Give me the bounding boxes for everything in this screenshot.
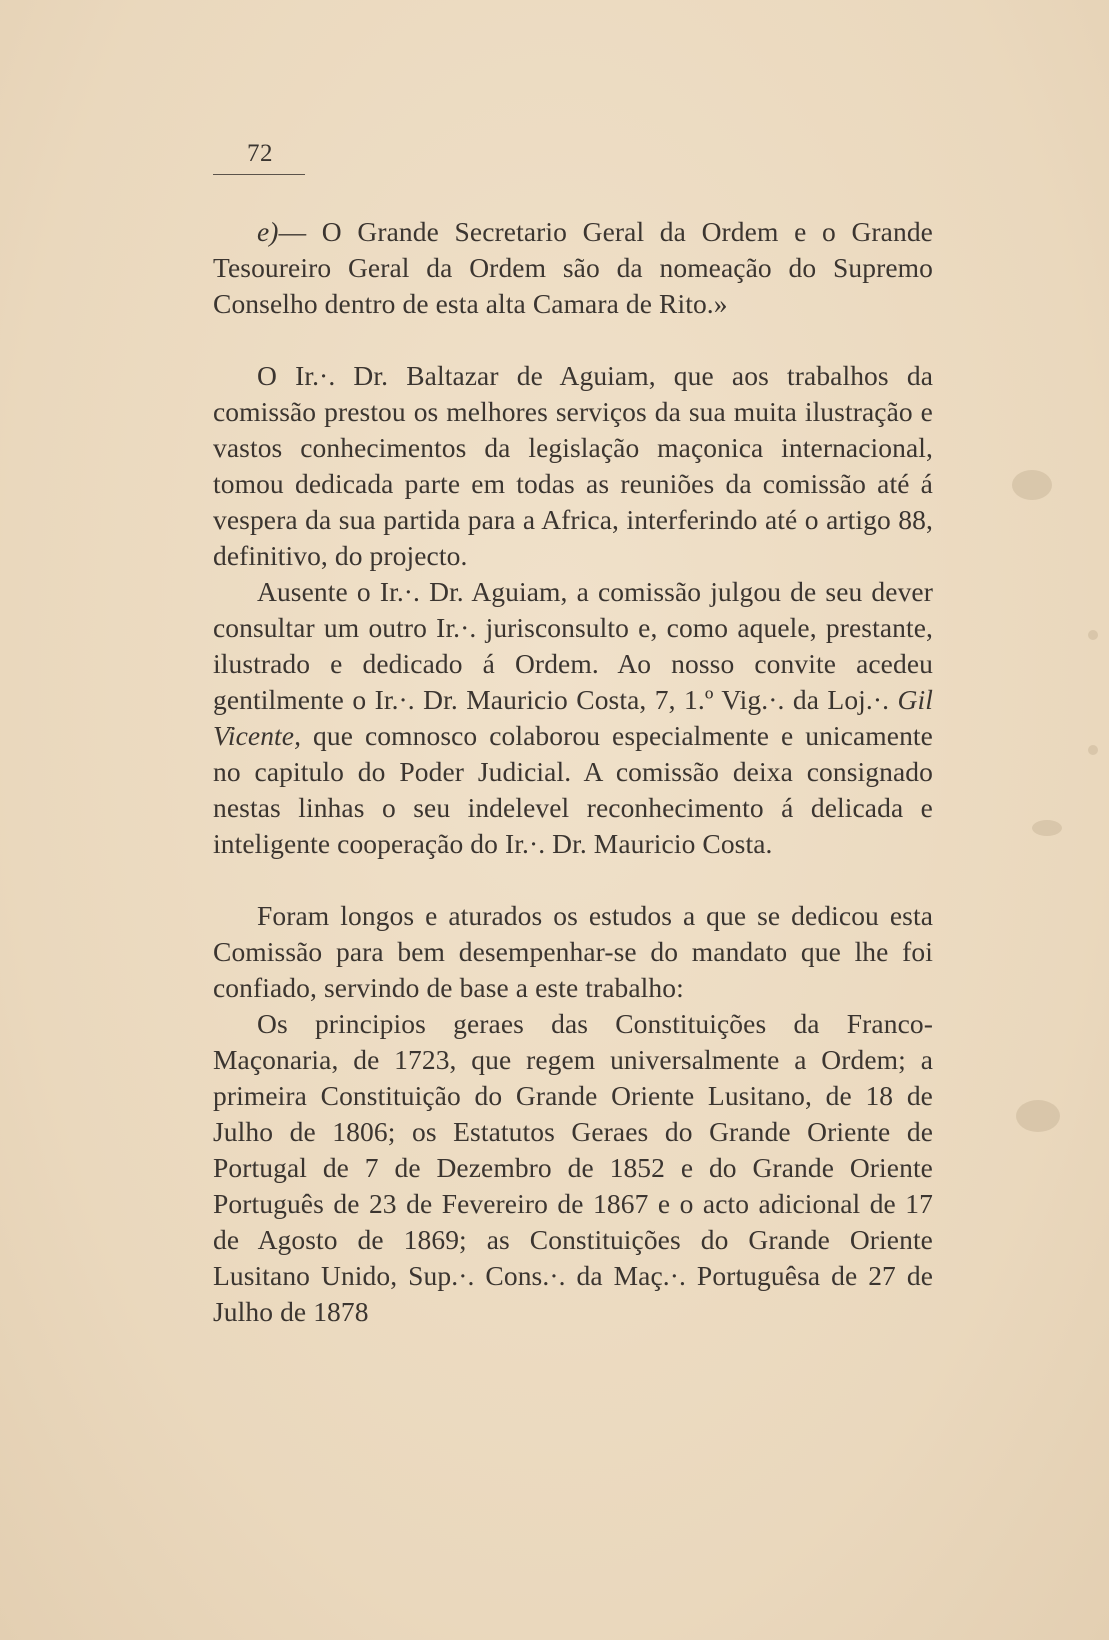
page-number: 72 <box>247 140 273 167</box>
paragraph-e <box>213 214 933 322</box>
paragraph-text: Ausente o Ir.·. Dr. Aguiam, a comissão julgou de seu dever consultar um outro Ir.·. jurisconsulto e, como aquele, prestante, ilustrado e dedicado á Ordem. Ao nosso convite acedeu gentilmente o Ir.·. Dr. Mauricio Costa, 7, 1.º Vig.·. da Loj.·. <box>213 576 933 715</box>
scan-mark <box>1088 630 1098 640</box>
scan-mark <box>1032 820 1062 836</box>
paragraph-studies: Foram longos e aturados os estudos a que se dedicou esta Comissão para bem desempenhar-se do mandato que lhe foi confiado, servindo de base a este trabalho: <box>213 900 933 1003</box>
scan-mark <box>1012 470 1052 500</box>
paragraph-principles: Os principios geraes das Constituições da Franco-Maçonaria, de 1723, que regem universalmente a Ordem; a primeira Constituição do Grande Oriente Lusitano, de 18 de Julho de 1806; os Estatutos Geraes do Grande Oriente de Portugal de 7 de Dezembro de 1852 e do Grande Oriente Português de 23 de Fevereiro de 1867 e o acto adicional de 17 de Agosto de 1869; as Constituições do Grande Oriente Lusitano Unido, Sup.·. Cons.·. da Maç.·. Portuguêsa de 27 de Julho de 1878 <box>213 1008 933 1327</box>
item-label: e) <box>257 216 279 247</box>
body-text <box>213 214 933 1330</box>
paragraph-gap <box>213 862 933 898</box>
paragraph-text: — O Grande Secretario Geral da Ordem e o Grande Tesoureiro Geral da Ordem são da nomeação do Supremo Conselho dentro de esta alta Camara de Rito.» <box>213 216 933 319</box>
page-number-rule <box>213 174 305 175</box>
scan-mark <box>1016 1100 1060 1132</box>
paragraph-costa <box>213 574 933 862</box>
lodge-name: Gil Vicente, <box>213 684 933 751</box>
paragraph-gap <box>213 322 933 358</box>
paragraph-aguiam: O Ir.·. Dr. Baltazar de Aguiam, que aos trabalhos da comissão prestou os melhores serviços da sua muita ilustração e vastos conhecimentos da legislação maçonica internacional, tomou dedicada parte em todas as reuniões da comissão até á vespera da sua partida para a Africa, interferindo até o artigo 88, definitivo, do projecto. <box>213 360 933 571</box>
paragraph-text: que comnosco colaborou especialmente e unicamente no capitulo do Poder Judicial. A comissão deixa consignado nestas linhas o seu indelevel reconhecimento á delicada e inteligente cooperação do Ir.·. Dr. Mauricio Costa. <box>213 720 933 859</box>
scan-mark <box>1088 745 1098 755</box>
